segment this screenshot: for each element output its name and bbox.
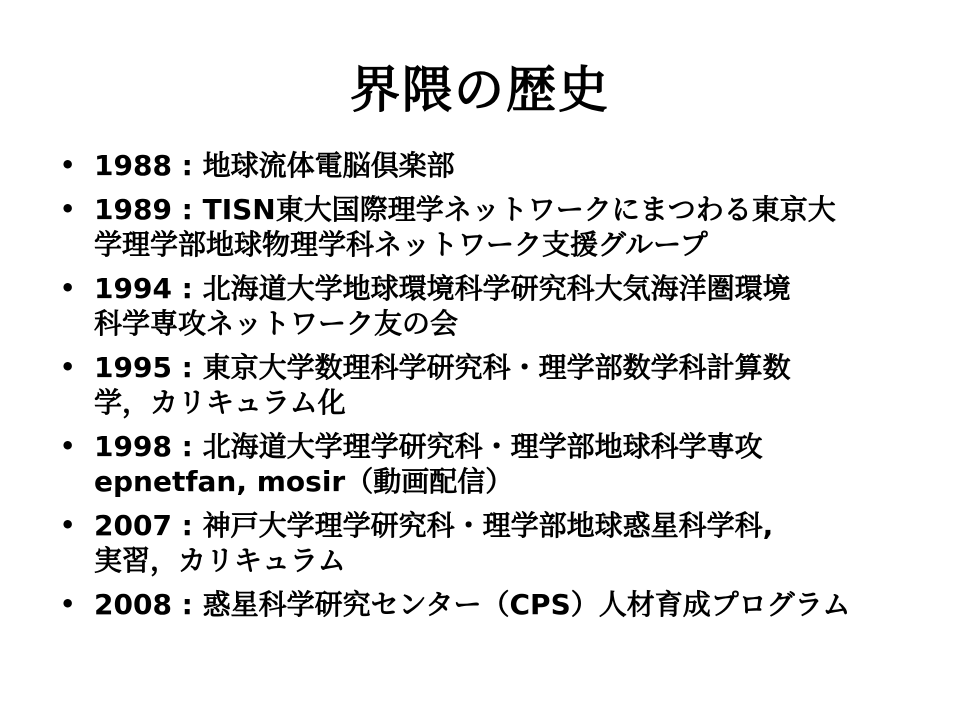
list-item-1989 xyxy=(60,192,920,262)
item-text-line: 2008 : 惑星科学研究センター（CPS）人材育成プログラム xyxy=(94,588,851,621)
item-text-line: 2007 : 神戸大学理学研究科・理学部地球惑星科学科, xyxy=(94,509,774,542)
item-text-line: 学理学部地球物理学科ネットワーク支援グループ xyxy=(94,228,708,261)
bullet-icon: • xyxy=(60,274,76,302)
bullet-icon: • xyxy=(60,195,76,223)
item-text-line: epnetfan, mosir（動画配信） xyxy=(94,465,514,498)
item-text-line: 1998 : 北海道大学理学研究科・理学部地球科学専攻 xyxy=(94,430,763,463)
bullet-icon: • xyxy=(60,432,76,460)
list-item-1995 xyxy=(60,350,920,420)
list-item-2008 xyxy=(60,587,920,622)
item-text-line: 実習，カリキュラム xyxy=(94,544,346,577)
item-text-line: 1989 : TISN東大国際理学ネットワークにまつわる東京大 xyxy=(94,193,836,226)
bullet-icon: • xyxy=(60,590,76,618)
bullet-icon: • xyxy=(60,151,76,179)
list-item-1994 xyxy=(60,271,920,341)
bullet-icon: • xyxy=(60,511,76,539)
list-item-1998 xyxy=(60,429,920,499)
item-text-line: 学，カリキュラム化 xyxy=(94,386,346,419)
item-text-line: 科学専攻ネットワーク友の会 xyxy=(94,307,459,340)
bullet-icon: • xyxy=(60,353,76,381)
item-text-line: 1994 : 北海道大学地球環境科学研究科大気海洋圏環境 xyxy=(94,272,791,305)
item-text-line: 1988 : 地球流体電脳倶楽部 xyxy=(94,149,455,182)
history-list xyxy=(60,148,920,631)
list-item-2007 xyxy=(60,508,920,578)
item-text-line: 1995 : 東京大学数理科学研究科・理学部数学科計算数 xyxy=(94,351,791,384)
slide-title: 界隈の歴史 xyxy=(350,61,610,119)
list-item-1988 xyxy=(60,148,920,183)
